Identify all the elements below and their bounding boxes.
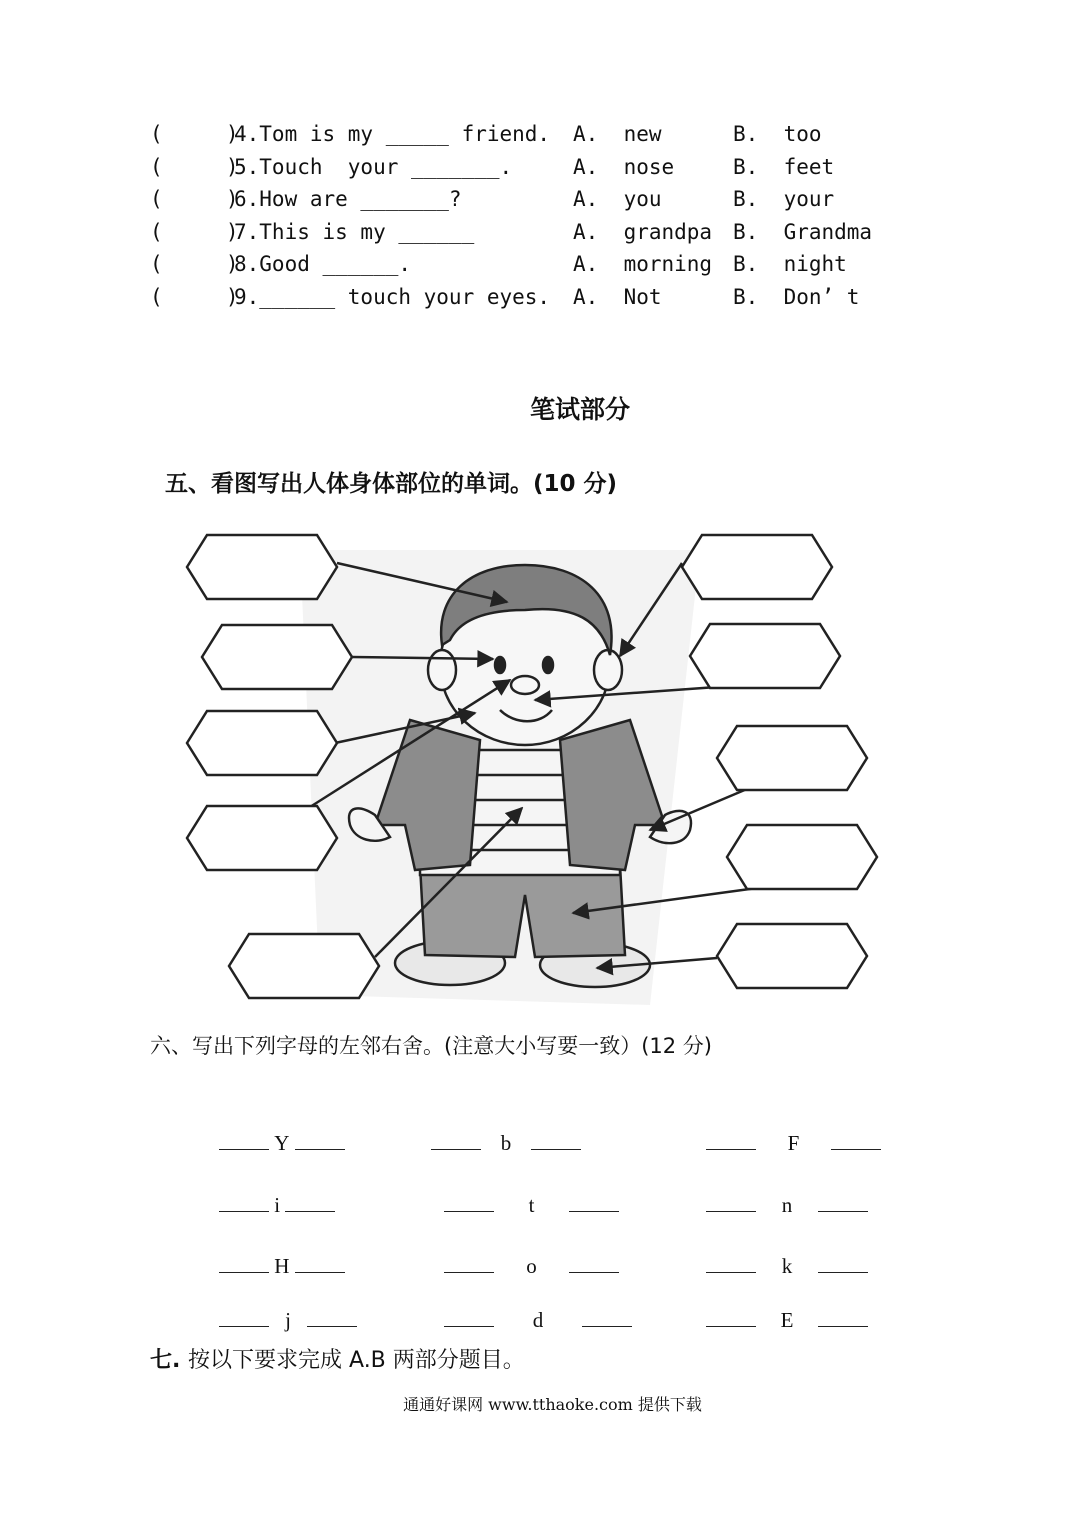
answer-hexagon[interactable] (229, 934, 379, 998)
question-text: 9.______ touch your eyes. (234, 284, 551, 309)
answer-blank[interactable] (219, 1312, 269, 1327)
letter: H (274, 1254, 290, 1278)
q7-number: 七. (150, 1348, 181, 1373)
letter: Y (274, 1131, 290, 1155)
answer-paren[interactable]: ( ) (150, 154, 239, 179)
answer-blank[interactable] (569, 1258, 619, 1273)
question-text: 5.Touch your _______. (234, 154, 513, 179)
question-text: 6.How are _______? (234, 187, 462, 211)
answer-blank[interactable] (431, 1135, 481, 1150)
answer-blank[interactable] (531, 1135, 581, 1150)
answer-blank[interactable] (818, 1258, 868, 1273)
q6-heading: 六、写出下列字母的左邻右舍。(注意大小写要一致）(12 分) (150, 1034, 712, 1058)
question-row (150, 281, 910, 314)
option-a: A. grandpa (573, 219, 713, 244)
answer-paren[interactable]: ( ) (150, 284, 239, 309)
question-text: 7.This is my ______ (234, 219, 475, 244)
question-text: 4.Tom is my _____ friend. (234, 122, 551, 146)
letter: o (526, 1254, 537, 1278)
answer-blank[interactable] (582, 1312, 632, 1327)
option-b: B. too (733, 122, 822, 146)
option-b: B. Don’ t (733, 284, 860, 309)
answer-paren[interactable]: ( ) (150, 252, 239, 276)
answer-blank[interactable] (818, 1312, 868, 1327)
option-a: A. nose (573, 154, 675, 179)
letter: b (500, 1131, 512, 1155)
option-b: B. feet (733, 154, 835, 179)
answer-hexagon[interactable] (717, 924, 867, 988)
question-row (150, 216, 910, 249)
letter: k (781, 1254, 793, 1278)
answer-hexagon[interactable] (690, 624, 840, 688)
option-b: B. night (733, 252, 847, 276)
answer-blank[interactable] (219, 1197, 269, 1212)
answer-blank[interactable] (285, 1197, 335, 1212)
answer-blank[interactable] (444, 1312, 494, 1327)
answer-paren[interactable]: ( ) (150, 187, 239, 211)
letter: F (787, 1131, 800, 1155)
question-text: 8.Good ______. (234, 252, 412, 276)
letter: E (780, 1308, 794, 1332)
answer-hexagon[interactable] (727, 825, 877, 889)
answer-blank[interactable] (706, 1312, 756, 1327)
letter: j (285, 1308, 291, 1332)
answer-blank[interactable] (444, 1197, 494, 1212)
multiple-choice-list (150, 118, 910, 313)
answer-blank[interactable] (818, 1197, 868, 1212)
answer-blank[interactable] (706, 1135, 756, 1150)
footer-credit: 通通好课网 www.tthaoke.com 提供下载 (403, 1395, 702, 1414)
answer-blank[interactable] (219, 1135, 269, 1150)
q7-text: 按以下要求完成 A.B 两部分题目。 (188, 1348, 525, 1373)
option-b: B. Grandma (733, 219, 873, 244)
answer-blank[interactable] (307, 1312, 357, 1327)
option-a: A. Not (573, 284, 662, 309)
option-a: A. you (573, 187, 662, 211)
q7-heading (150, 1343, 525, 1374)
question-row (150, 248, 910, 281)
section-title: 笔试部分 (529, 395, 630, 424)
letter: d (532, 1308, 544, 1332)
answer-blank[interactable] (444, 1258, 494, 1273)
answer-hexagon[interactable] (187, 806, 337, 870)
answer-hexagon[interactable] (187, 535, 337, 599)
option-a: A. new (573, 122, 662, 146)
question-row (150, 183, 910, 216)
answer-paren[interactable]: ( ) (150, 122, 239, 146)
answer-hexagon[interactable] (202, 625, 352, 689)
answer-blank[interactable] (569, 1197, 619, 1212)
answer-blank[interactable] (706, 1258, 756, 1273)
letter-item (685, 1283, 868, 1358)
answer-paren[interactable]: ( ) (150, 219, 239, 244)
answer-blank[interactable] (295, 1258, 345, 1273)
body-parts-figure (180, 525, 885, 1015)
q5-heading: 五、看图写出人体身体部位的单词。(10 分) (165, 471, 618, 497)
answer-blank[interactable] (219, 1258, 269, 1273)
option-a: A. morning (573, 252, 713, 276)
answer-hexagon[interactable] (187, 711, 337, 775)
answer-blank[interactable] (706, 1197, 756, 1212)
answer-hexagon[interactable] (717, 726, 867, 790)
question-row (150, 151, 910, 184)
question-row (150, 118, 910, 151)
option-b: B. your (733, 187, 835, 211)
answer-hexagon[interactable] (682, 535, 832, 599)
answer-blank[interactable] (295, 1135, 345, 1150)
letter: t (528, 1193, 535, 1217)
letter: i (274, 1193, 281, 1217)
answer-blank[interactable] (831, 1135, 881, 1150)
letter: n (781, 1193, 793, 1217)
